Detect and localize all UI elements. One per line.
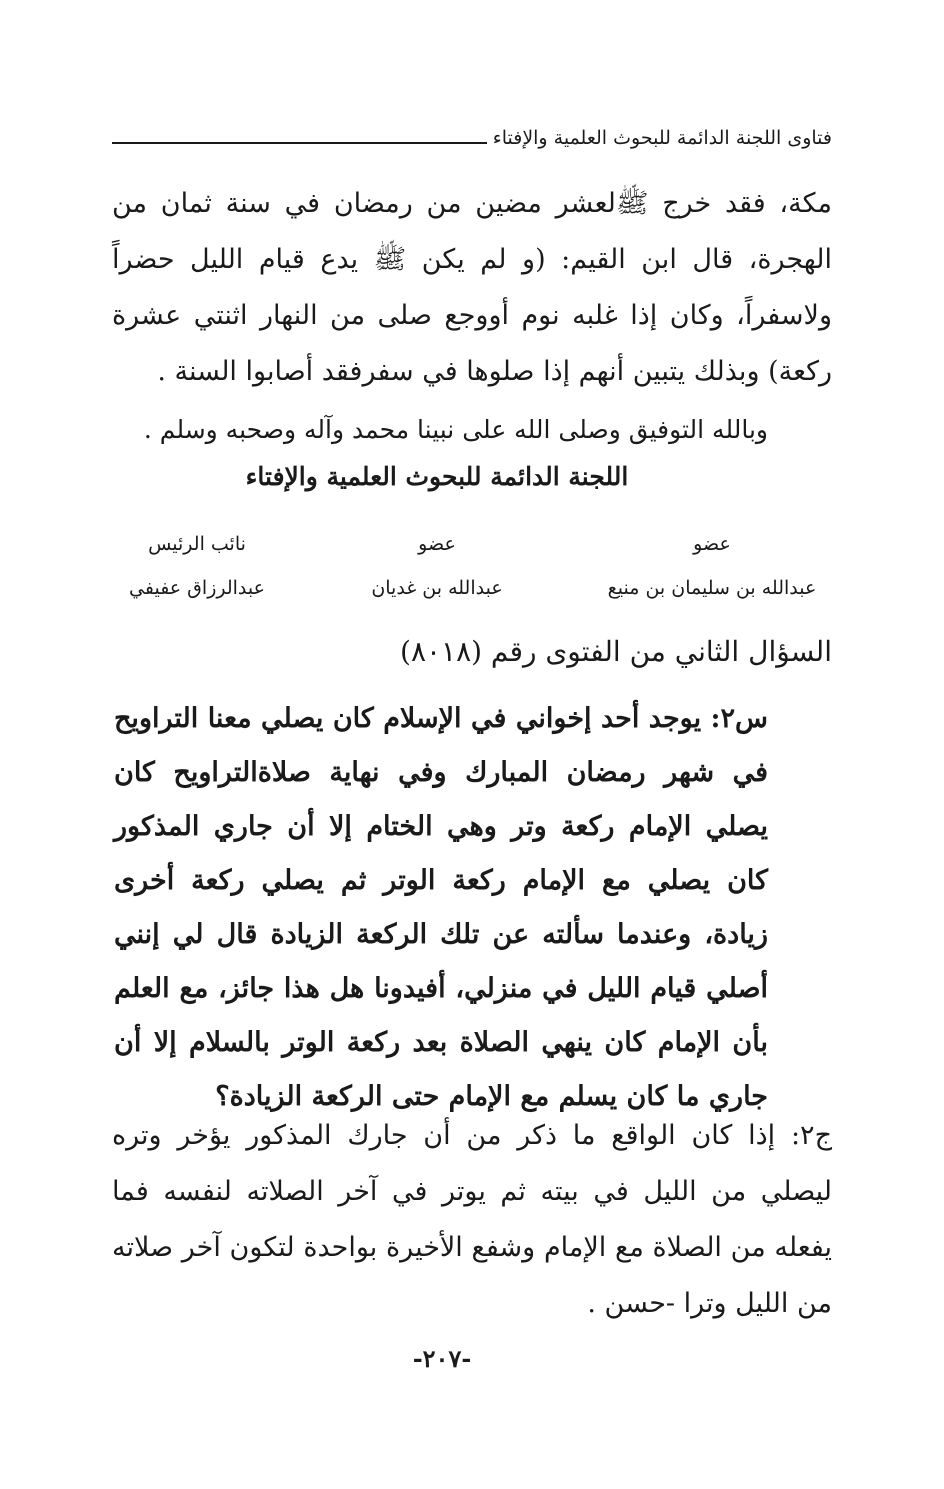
question-paragraph: س٢: يوجد أحد إخواني في الإسلام كان يصلي معنا التراويح في شهر رمضان المبارك وفي نهاية صلاةالتراويح كان يصلي الإمام ركعة وتر وهي الختام إلا أن جاري المذكور كان يصلي مع الإمام ركعة الوتر ثم يصلي ركعة أخرى زيادة، وعندما سألته عن تلك الركعة الزيادة قال لي إنني أصلي قيام الليل في منزلي، أفيدونا هل هذا جائز، مع العلم بأن الإمام كان ينهي الصلاة بعد ركعة الوتر بالسلام إلا أن جاري ما كان يسلم مع الإمام حتى الركعة الزيادة؟ — [114, 703, 768, 1112]
signature-block — [112, 522, 832, 610]
page-number: -٢٠٧- — [412, 1344, 472, 1373]
answer-paragraph — [112, 1108, 832, 1332]
member-1-role: عضو — [693, 533, 731, 555]
closing-prayer: وبالله التوفيق وصلى الله على نبينا محمد وآله وصحبه وسلم . — [143, 415, 768, 444]
member-2-name: عبدالله بن غديان — [371, 577, 503, 599]
member-2-role: عضو — [418, 533, 456, 555]
signature-names-row — [112, 566, 832, 610]
committee-title: اللجنة الدائمة للبحوث العلمية والإفتاء — [245, 462, 629, 491]
running-title: فتاوى اللجنة الدائمة للبحوث العلمية والإفتاء — [492, 127, 832, 149]
member-1-name: عبدالله بن سليمان بن منيع — [607, 577, 817, 599]
header-rule — [112, 142, 487, 144]
member-3-role: نائب الرئيس — [148, 533, 246, 555]
answer-text: ج٢: إذا كان الواقع ما ذكر من أن جارك المذكور يؤخر وتره ليصلي من الليل في بيته ثم يوتر في آخر الصلاته لنفسه فما يفعله من الصلاة مع الإمام وشفع الأخيرة بواحدة لتكون آخر صلاته من الليل وترا -حسن . — [112, 1120, 832, 1319]
signature-roles-row — [112, 522, 832, 566]
member-3-name: عبدالرزاق عفيفي — [129, 577, 265, 599]
running-header — [112, 118, 832, 148]
previous-fatwa-text: مكة، فقد خرج ﷺلعشر مضين من رمضان في سنة ثمان من الهجرة، قال ابن القيم: (و لم يكن ﷺ يدع قيام الليل حضراً ولاسفراً، وكان إذا غلبه نوم أووجع صلى من النهار اثنتي عشرة ركعة) وبذلك يتبين أنهم إذا صلوها في سفرفقد أصابوا السنة . — [112, 188, 832, 387]
question-heading: السؤال الثاني من الفتوى رقم (٨٠١٨) — [400, 635, 832, 668]
previous-fatwa-paragraph — [112, 176, 832, 400]
